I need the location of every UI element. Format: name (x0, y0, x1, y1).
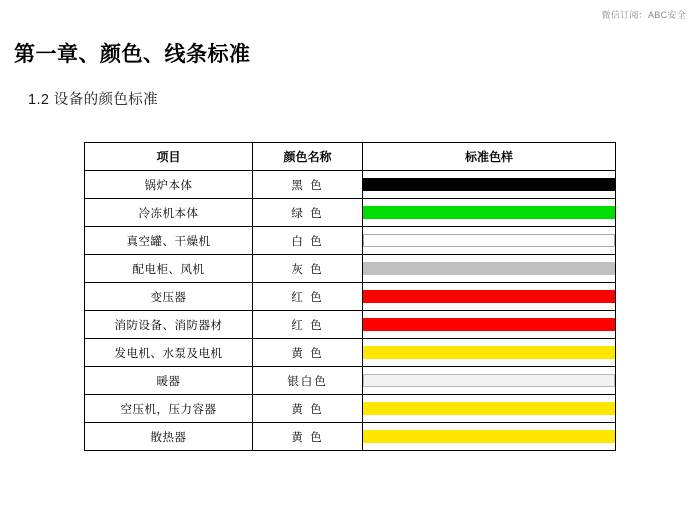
section-subtitle: 1.2 设备的颜色标准 (28, 92, 159, 108)
cell-item: 空压机，压力容器 (85, 395, 253, 423)
table-header-row (85, 143, 616, 171)
cell-item: 消防设备、消防器材 (85, 311, 253, 339)
watermark-text: 微信订阅：ABC安全 (601, 10, 686, 20)
cell-color-name: 银白色 (253, 367, 363, 395)
cell-swatch (363, 339, 616, 367)
table-row (85, 339, 616, 367)
table-body (85, 171, 616, 451)
color-swatch (363, 402, 615, 415)
cell-item: 锅炉本体 (85, 171, 253, 199)
color-swatch (363, 234, 615, 247)
cell-swatch (363, 367, 616, 395)
cell-swatch (363, 227, 616, 255)
table-row (85, 227, 616, 255)
table-row (85, 199, 616, 227)
cell-color-name: 红 色 (253, 283, 363, 311)
cell-color-name: 红 色 (253, 311, 363, 339)
table-row (85, 311, 616, 339)
column-header-color-name: 颜色名称 (253, 143, 363, 171)
cell-swatch (363, 199, 616, 227)
page-title: 第一章、颜色、线条标准 (14, 43, 251, 66)
table-row (85, 423, 616, 451)
column-header-item: 项目 (85, 143, 253, 171)
color-swatch (363, 318, 615, 331)
cell-swatch (363, 423, 616, 451)
cell-item: 散热器 (85, 423, 253, 451)
cell-color-name: 黄 色 (253, 423, 363, 451)
cell-color-name: 白 色 (253, 227, 363, 255)
cell-color-name: 黑 色 (253, 171, 363, 199)
color-swatch (363, 206, 615, 219)
color-swatch (363, 290, 615, 303)
color-swatch (363, 430, 615, 443)
cell-item: 发电机、水泵及电机 (85, 339, 253, 367)
color-swatch (363, 346, 615, 359)
table-row (85, 283, 616, 311)
cell-swatch (363, 311, 616, 339)
cell-color-name: 灰 色 (253, 255, 363, 283)
cell-swatch (363, 255, 616, 283)
table-row (85, 367, 616, 395)
cell-swatch (363, 171, 616, 199)
cell-item: 真空罐、干燥机 (85, 227, 253, 255)
color-standard-table (84, 142, 616, 451)
table-row (85, 171, 616, 199)
color-swatch (363, 262, 615, 275)
color-swatch (363, 374, 615, 387)
color-swatch (363, 178, 615, 191)
cell-swatch (363, 283, 616, 311)
cell-color-name: 黄 色 (253, 339, 363, 367)
column-header-swatch: 标准色样 (363, 143, 616, 171)
cell-color-name: 绿 色 (253, 199, 363, 227)
cell-swatch (363, 395, 616, 423)
table-row (85, 255, 616, 283)
cell-color-name: 黄 色 (253, 395, 363, 423)
cell-item: 配电柜、风机 (85, 255, 253, 283)
cell-item: 变压器 (85, 283, 253, 311)
cell-item: 冷冻机本体 (85, 199, 253, 227)
table-row (85, 395, 616, 423)
cell-item: 暖器 (85, 367, 253, 395)
